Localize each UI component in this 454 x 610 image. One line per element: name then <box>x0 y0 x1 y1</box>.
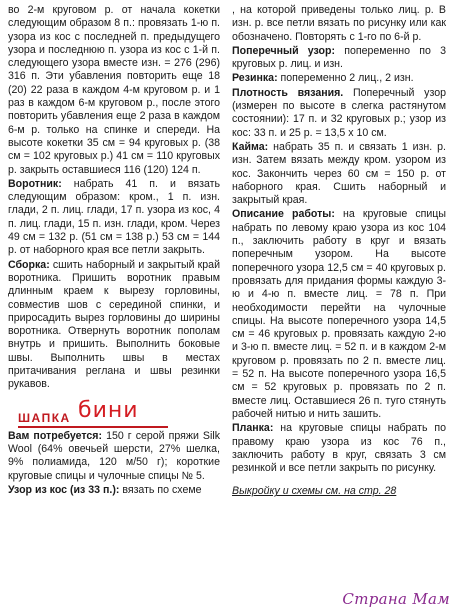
border-label: Кайма: <box>232 140 269 153</box>
border-text: набрать 35 п. и связать 1 изн. р. изн. Затем вязать между кром. узором из кос. Закончить через 60 см = 150 р. от наборного края. Сшить наборный и закрытый края. <box>232 140 446 207</box>
paragraph-rib <box>232 72 446 85</box>
materials-label: Вам потребуется: <box>8 429 103 442</box>
paragraph-cross-pattern <box>232 45 446 72</box>
cable-pattern-text: вязать по схеме <box>119 483 202 496</box>
description-label: Описание работы: <box>232 208 335 221</box>
placket-label: Планка: <box>232 422 274 435</box>
heading-small: ШАПКА <box>18 410 71 425</box>
right-column <box>232 4 446 499</box>
watermark-logo: Страна Мам <box>342 590 450 608</box>
cross-pattern-label: Поперечный узор: <box>232 44 336 57</box>
assembly-text: сшить наборный и закрытый край воротника. Пришить воротник правым длинным краем к вырезу горловины, совместив шов с серединой спинки, и приросадить вырез горловины до ширины воротника. Отвернуть воротник пополам внутрь и пришить. Выполнить боковые швы. Выполнить швы в местах притачивания реглана и швы резинки рукавов. <box>8 258 220 391</box>
description-text: на круговые спицы набрать по левому краю узора из кос 104 п., заключить работу в круг и вязать поперечным узором. На высоте поперечного узора 12,5 см = 40 круговых р. провязать для придания формы каждую 3-ю и 4-ю п. вместе лиц. = 78 п. При необходимости перейти на чулочные спицы. На высоте поперечного узора 14,5 см = 46 круговых р. провязать каждую 2-ю и 3-ю п. вместе лиц. = 52 п. и в каждом 2-м круговом р. провязать по 2 п. вместе лиц. = 52 п. На высоте поперечного узора 16,5 см = 52 круговых р. провязать по 2 п. вместе лиц. Оставшиеся 26 п. туго стянуть рабочей нитью и нить зашить. <box>232 208 446 420</box>
paragraph-yoke: во 2-м круговом р. от начала кокетки следующим образом 8 п.: провязать 1-ю п. узора из кос с последней п. предыдущего узора и последнюю п. узора из кос с 1-й п. следующего узора вместе изн. = 276 (296) 316 п. Эти убавления повторить еще 18 (20) 22 раза в каждом 4-м круговом р. и 1 раз в каждом 6-м круговом р., после этого повторить убавления еще 2 раза в каждом 6-м р. только на спинке и спереди. На высоте кокетки 35 см = 94 круговых р. (38 см = 102 круговых р.) 41 см = 110 круговых р. закрыть оставшиеся 116 (120) 124 п. <box>8 4 220 176</box>
rib-label: Резинка: <box>232 72 278 85</box>
collar-label: Воротник: <box>8 177 62 190</box>
materials-text: 150 г серой пряжи Silk Wool (64% овечьей шерсти, 27% шелка, 9% полиамида, 120 м/50 г); короткие круговые спицы и чулочные спицы № 5. <box>8 429 221 482</box>
cable-pattern-label: Узор из кос (из 33 п.): <box>8 483 120 496</box>
paragraph-description <box>232 208 446 421</box>
heading-underline <box>18 426 168 428</box>
paragraph-gauge <box>232 87 446 140</box>
paragraph-cable-pattern <box>8 484 220 497</box>
paragraph-materials <box>8 430 220 483</box>
paragraph-placket <box>232 422 446 475</box>
cross-pattern-text: попеременно по 3 круговых р. лиц. и изн. <box>232 44 446 71</box>
section-heading <box>8 397 220 428</box>
rib-text: попеременно 2 лиц., 2 изн. <box>277 72 414 85</box>
page-reference: Выкройку и схемы см. на стр. 28 <box>232 485 397 498</box>
gauge-text: Поперечный узор (измерен по высоте в слегка растянутом состоянии): 17 п. и 32 круговых р.; узор из кос: 33 п. и 25 р. = 13,5 х 10 см. <box>232 86 446 139</box>
gauge-label: Плотность вязания. <box>232 86 344 99</box>
paragraph-collar <box>8 178 220 258</box>
paragraph-assembly <box>8 259 220 392</box>
left-column <box>8 4 220 497</box>
paragraph-border <box>232 141 446 207</box>
collar-text: набрать 41 п. и вязать следующим образом: кром., 1 п. изн. глади, 2 п. лиц. глади, 17 п. узора из кос, 4 п. лиц. глади, 15 п. изн. глади, кром. Через 49 см = 132 р. (51 см = 138 р.) 53 см = 144 р. от наборного края все петли закрыть. <box>8 177 220 257</box>
placket-text: на круговые спицы набрать по правому краю узора из кос 76 п., заключить работу в круг, связать 3 см резинкой и все петли закрыть по рисунку. <box>232 422 446 475</box>
assembly-label: Сборка: <box>8 258 50 271</box>
paragraph-continued: , на которой приведены только лиц. р. В изн. р. все петли вязать по рисунку или как обозначено. Повторять с 1-го по 6-й р. <box>232 4 446 43</box>
heading-big: бини <box>78 397 139 423</box>
